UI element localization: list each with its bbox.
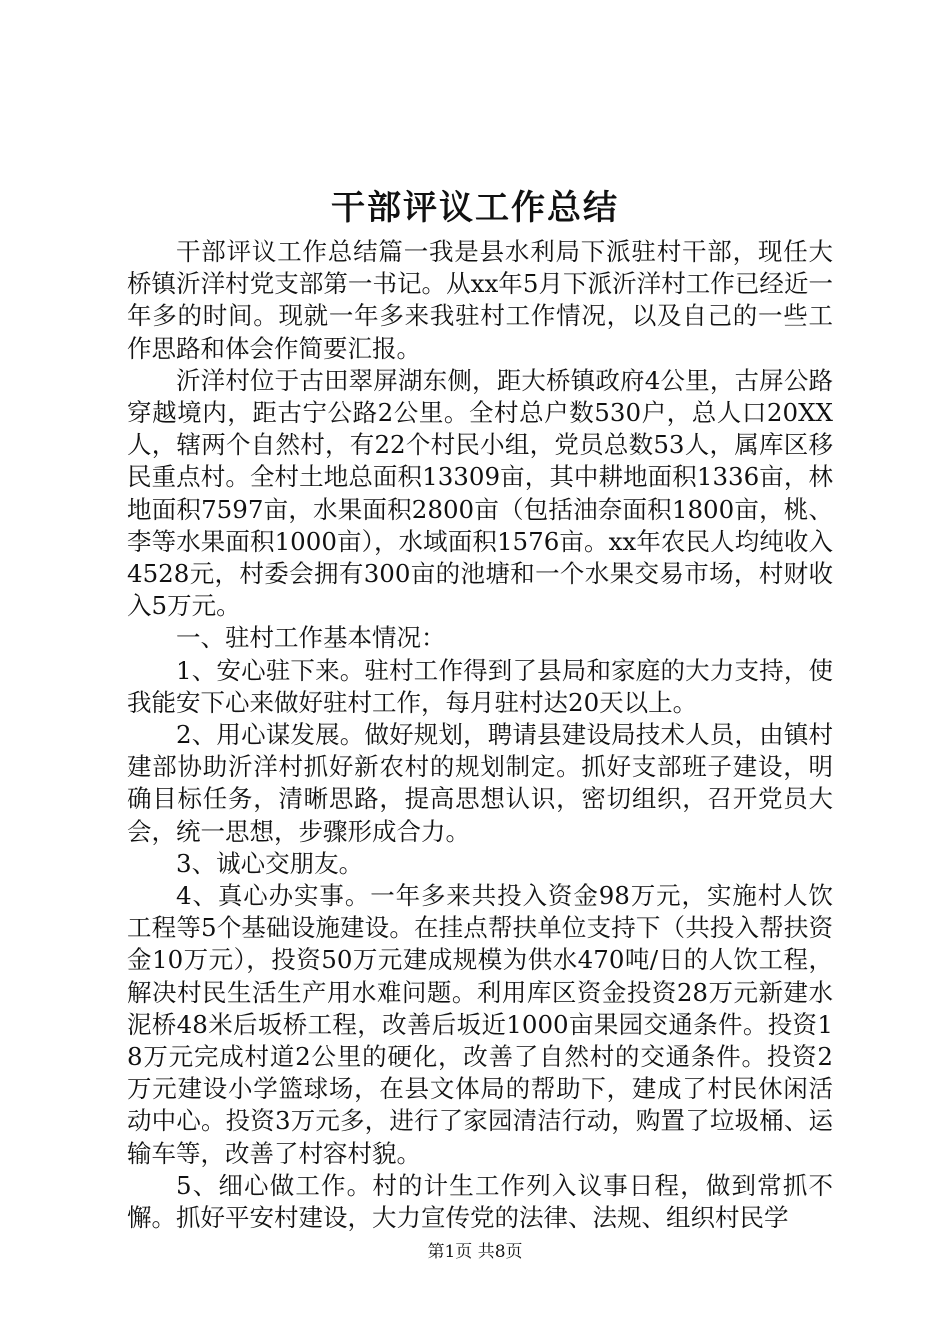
document-body xyxy=(127,236,833,1234)
paragraph-intro: 干部评议工作总结篇一我是县水利局下派驻村干部，现任大桥镇沂洋村党支部第一书记。从xx年5月下派沂洋村工作已经近一年多的时间。现就一年多来我驻村工作情况，以及自己的一些工作思路和体会作简要汇报。 xyxy=(127,237,833,363)
section-heading-basic-situation: 一、驻村工作基本情况： xyxy=(176,623,446,653)
paragraph-item-3: 3、诚心交朋友。 xyxy=(176,848,364,878)
paragraph-item-2: 2、用心谋发展。做好规划，聘请县建设局技术人员，由镇村建部协助沂洋村抓好新农村的规划制定。抓好支部班子建设，明确目标任务，清晰思路，提高思想认识，密切组织，召开党员大会，统一思想，步骤形成合力。 xyxy=(127,720,833,846)
paragraph-item-1: 1、安心驻下来。驻村工作得到了县局和家庭的大力支持，使我能安下心来做好驻村工作，每月驻村达20天以上。 xyxy=(127,655,833,717)
paragraph-item-4: 4、真心办实事。一年多来共投入资金98万元，实施村人饮工程等5个基础设施建设。在挂点帮扶单位支持下（共投入帮扶资金10万元），投资50万元建成规模为供水470吨/日的人饮工程，解决村民生活生产用水难问题。利用库区资金投资28万元新建水泥桥48米后坂桥工程，改善后坂近1000亩果园交通条件。投资18万元完成村道2公里的硬化，改善了自然村的交通条件。投资2万元建设小学篮球场，在县文体局的帮助下，建成了村民休闲活动中心。投资3万元多，进行了家园清洁行动，购置了垃圾桶、运输车等，改善了村容村貌。 xyxy=(127,881,833,1168)
paragraph-village-overview: 沂洋村位于古田翠屏湖东侧，距大桥镇政府4公里，古屏公路穿越境内，距古宁公路2公里。全村总户数530户，总人口20XX人，辖两个自然村，有22个村民小组，党员总数53人，属库区移民重点村。全村土地总面积13309亩，其中耕地面积1336亩，林地面积7597亩，水果面积2800亩（包括油奈面积1800亩，桃、李等水果面积1000亩），水域面积1576亩。xx年农民人均纯收入4528元，村委会拥有300亩的池塘和一个水果交易市场，村财收入5万元。 xyxy=(127,365,833,621)
page-footer: 第1页 共8页 xyxy=(427,1242,523,1262)
paragraph-item-5: 5、细心做工作。村的计生工作列入议事日程，做到常抓不懈。抓好平安村建设，大力宣传党的法律、法规、组织村民学 xyxy=(127,1170,833,1233)
document-title: 干部评议工作总结 xyxy=(331,188,619,228)
